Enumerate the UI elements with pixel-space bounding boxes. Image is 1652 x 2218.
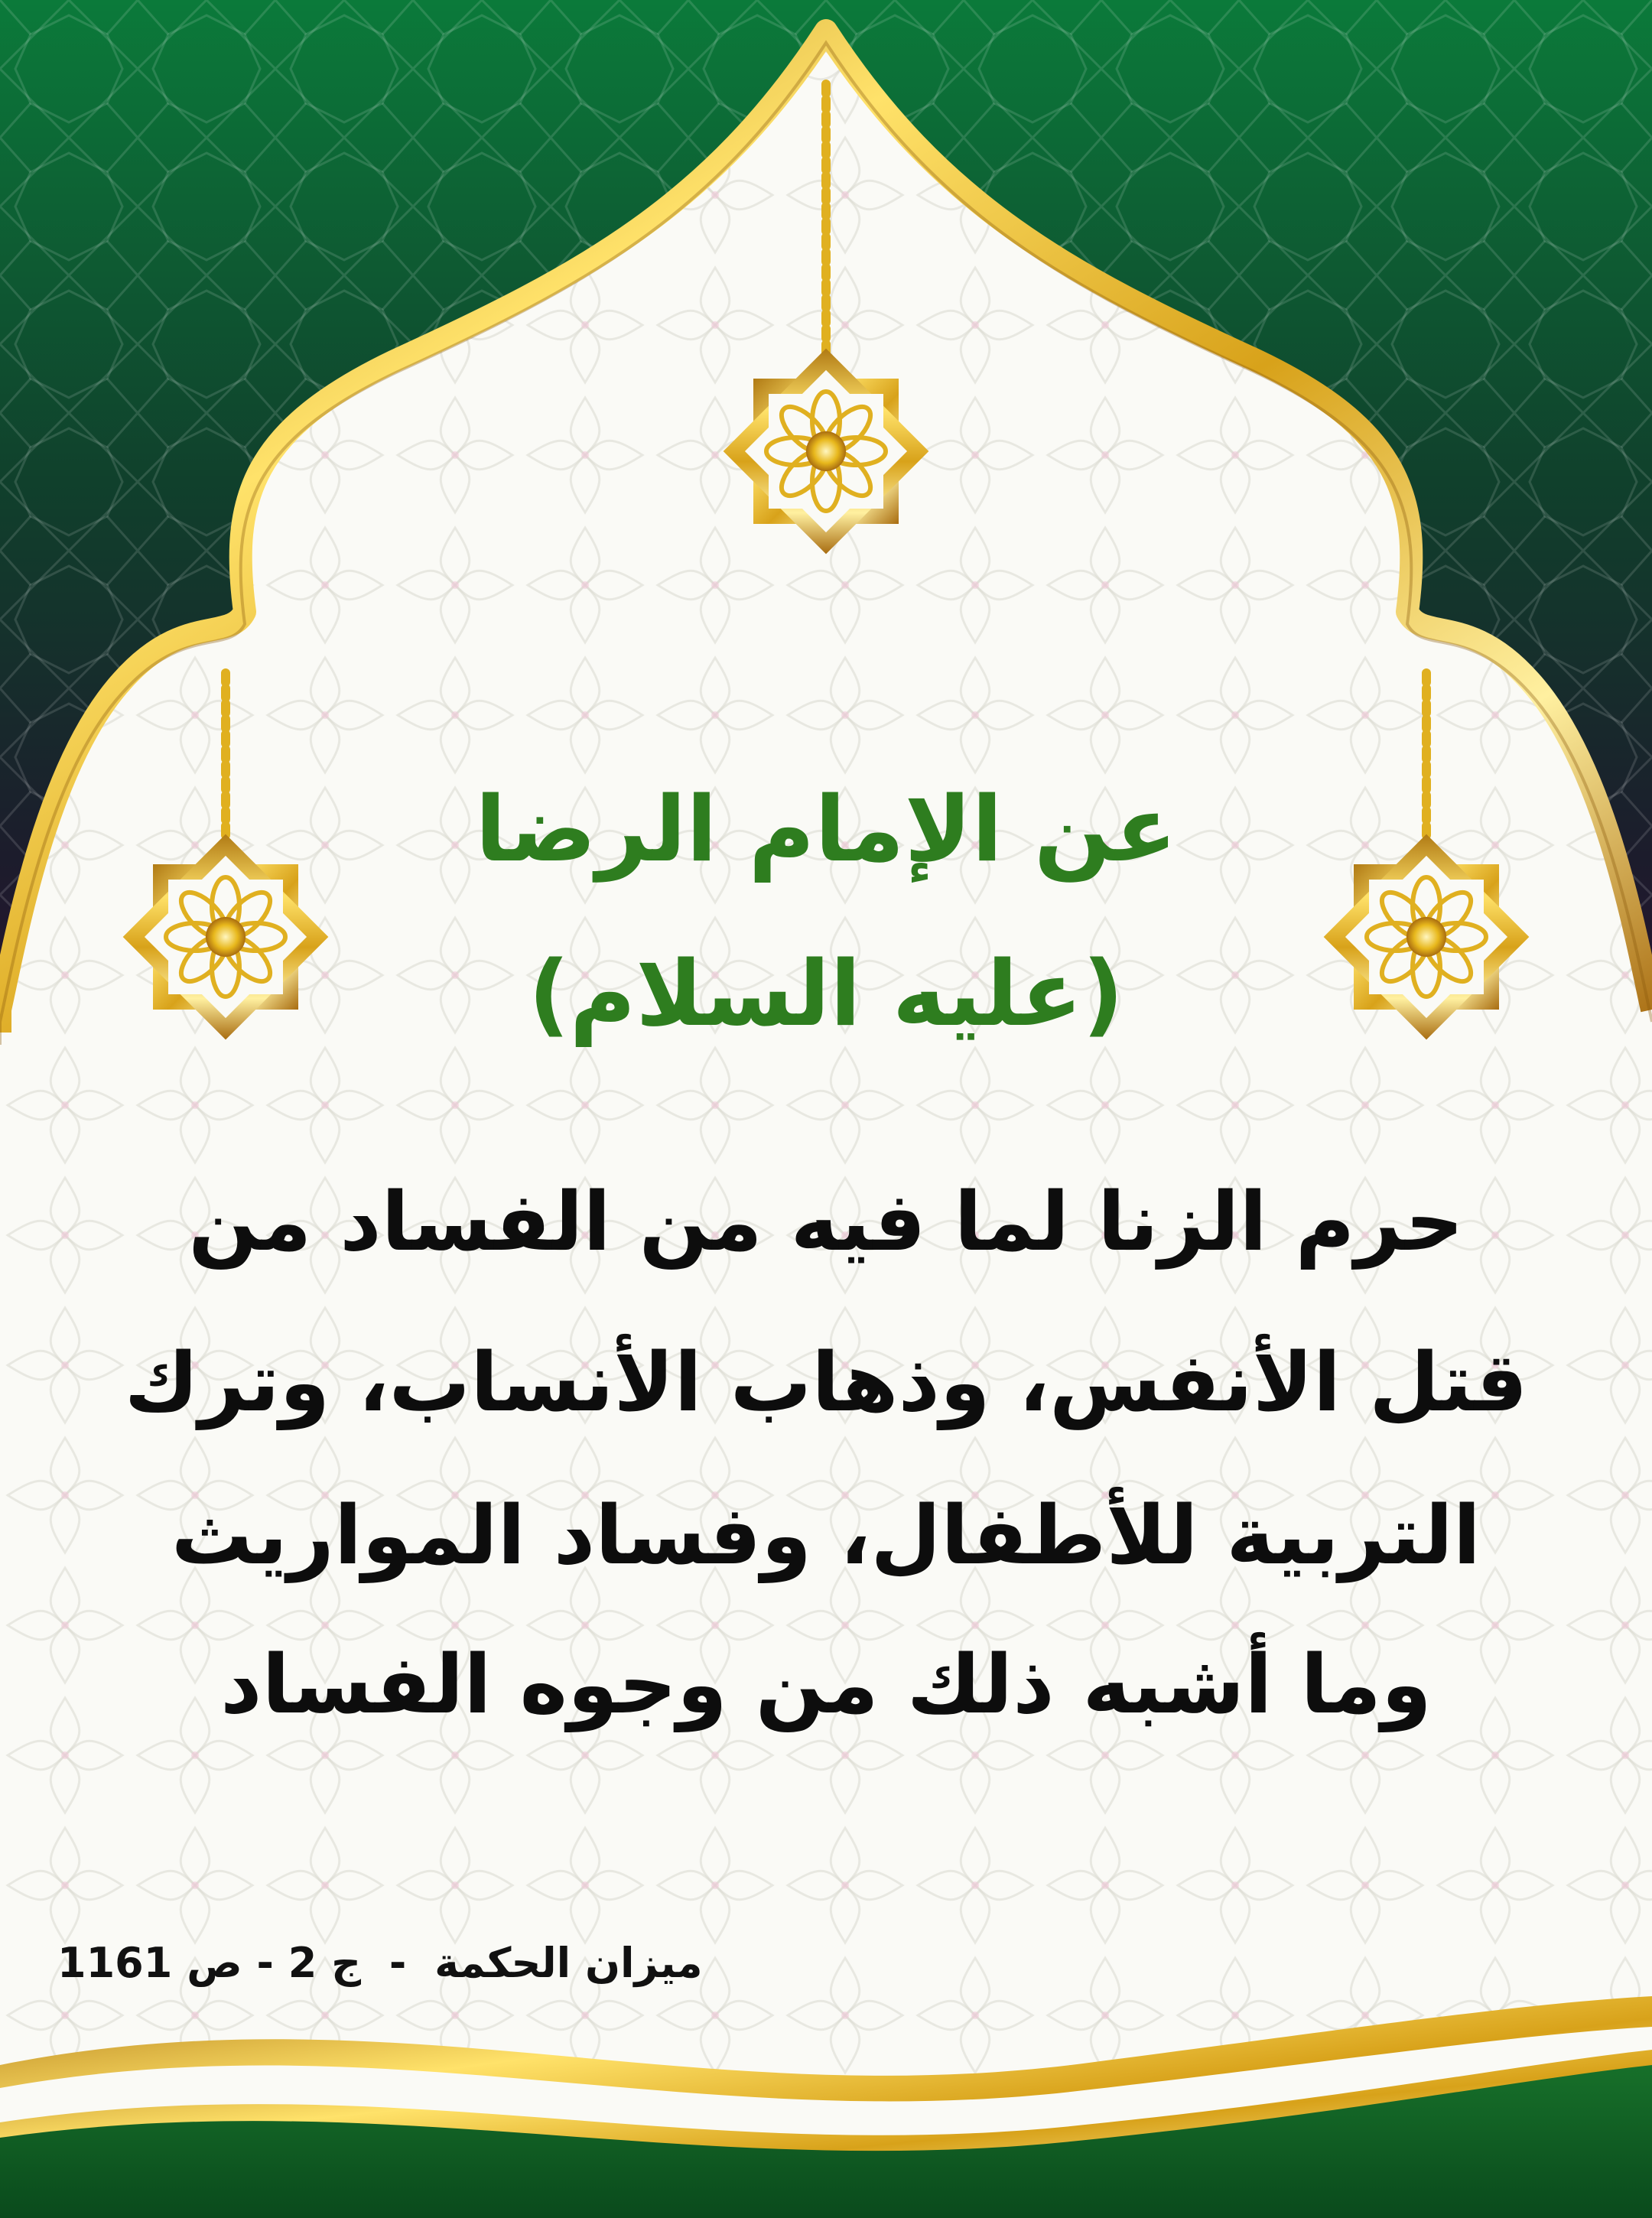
source-citation xyxy=(57,1939,703,1987)
quote-line-1: حرم الزنا لما فيه من الفساد من xyxy=(188,1175,1464,1269)
source-separator: - xyxy=(389,1939,407,1987)
title-line-2: (عليه السلام) xyxy=(528,941,1124,1046)
source-reference: ج 2 - ص 1161 xyxy=(57,1939,362,1987)
quote-line-4: وما أشبه ذلك من وجوه الفساد xyxy=(220,1637,1432,1732)
source-book: ميزان الحكمة xyxy=(434,1939,703,1987)
title-line-1: عن الإمام الرضا xyxy=(475,776,1177,882)
quote-line-3: التربية للأطفال، وفساد المواريث xyxy=(171,1488,1481,1582)
quote-line-2: قتل الأنفس، وذهاب الأنساب، وترك xyxy=(124,1335,1528,1429)
